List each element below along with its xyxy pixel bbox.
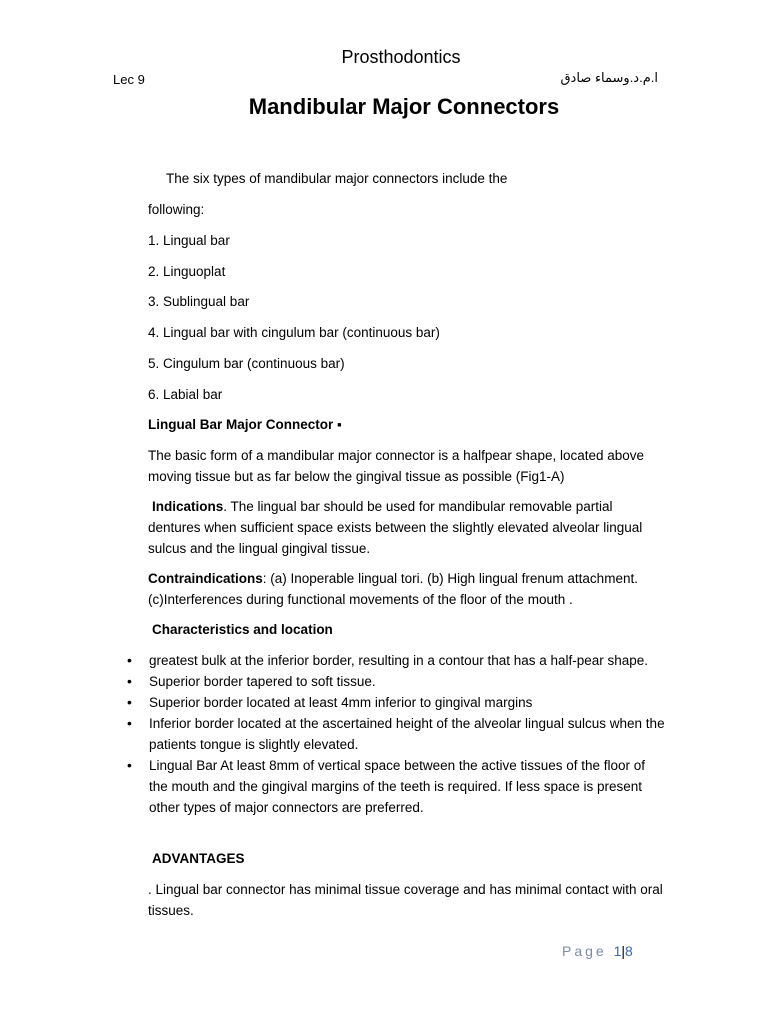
page-word: Page: [562, 943, 607, 959]
page-footer: [562, 943, 633, 959]
lingual-bar-heading: Lingual Bar Major Connector ▪: [148, 417, 342, 432]
indications-text: . The lingual bar should be used for mandibular removable partial dentures when sufficient space exists between the slightly elevated alveolar lingual sulcus and the lingual gingival tissue.: [148, 499, 643, 556]
author-name: ا.م.د.وسماء صادق: [560, 70, 658, 85]
advantages-text: . Lingual bar connector has minimal tissue coverage and has minimal contact with oral tissues.: [148, 882, 663, 918]
type-item: 3. Sublingual bar: [148, 294, 250, 309]
contraindications-text: : (a) Inoperable lingual tori. (b) High lingual frenum attachment. (c)Interferences during functional movements of the floor of the mouth .: [148, 571, 638, 607]
type-item: 1. Lingual bar: [148, 233, 230, 248]
contraindications-paragraph: [148, 568, 668, 610]
lecture-number: Lec 9: [113, 72, 145, 87]
list-item: • Inferior border located at the ascertained height of the alveolar lingual sulcus when the patients tongue is slightly elevated.: [127, 713, 667, 755]
list-item: • greatest bulk at the inferior border, resulting in a contour that has a half-pear shape.: [127, 650, 667, 671]
total-pages: 8: [625, 943, 633, 959]
type-item: 2. Linguoplat: [148, 264, 226, 279]
type-item: 6. Labial bar: [148, 387, 223, 402]
indications-paragraph: [148, 496, 668, 559]
contraindications-label: Contraindications: [148, 571, 263, 586]
list-item: • Lingual Bar At least 8mm of vertical space between the active tissues of the floor of the mouth and the gingival margins of the teeth is required. If less space is present other types of major connectors are preferred.: [127, 755, 667, 818]
list-item: • Superior border located at least 4mm inferior to gingival margins: [127, 692, 667, 713]
type-item: 4. Lingual bar with cingulum bar (continuous bar): [148, 325, 440, 340]
indications-label: Indications: [152, 499, 224, 514]
page-number: 1: [613, 943, 622, 959]
characteristics-list: [127, 650, 667, 818]
characteristics-heading: Characteristics and location: [152, 622, 333, 637]
list-item: • Superior border tapered to soft tissue.: [127, 671, 667, 692]
intro-line-1: The six types of mandibular major connectors include the: [166, 171, 508, 186]
page-separator: |: [621, 943, 626, 959]
lingual-bar-description: The basic form of a mandibular major connector is a halfpear shape, located above moving tissue but as far below the gingival tissue as possible (Fig1-A): [148, 448, 645, 484]
header-subject: Prosthodontics: [341, 47, 461, 67]
type-item: 5. Cingulum bar (continuous bar): [148, 356, 345, 371]
advantages-heading: ADVANTAGES: [152, 851, 245, 866]
page-title: Mandibular Major Connectors: [248, 94, 560, 119]
intro-line-2: following:: [148, 202, 205, 217]
